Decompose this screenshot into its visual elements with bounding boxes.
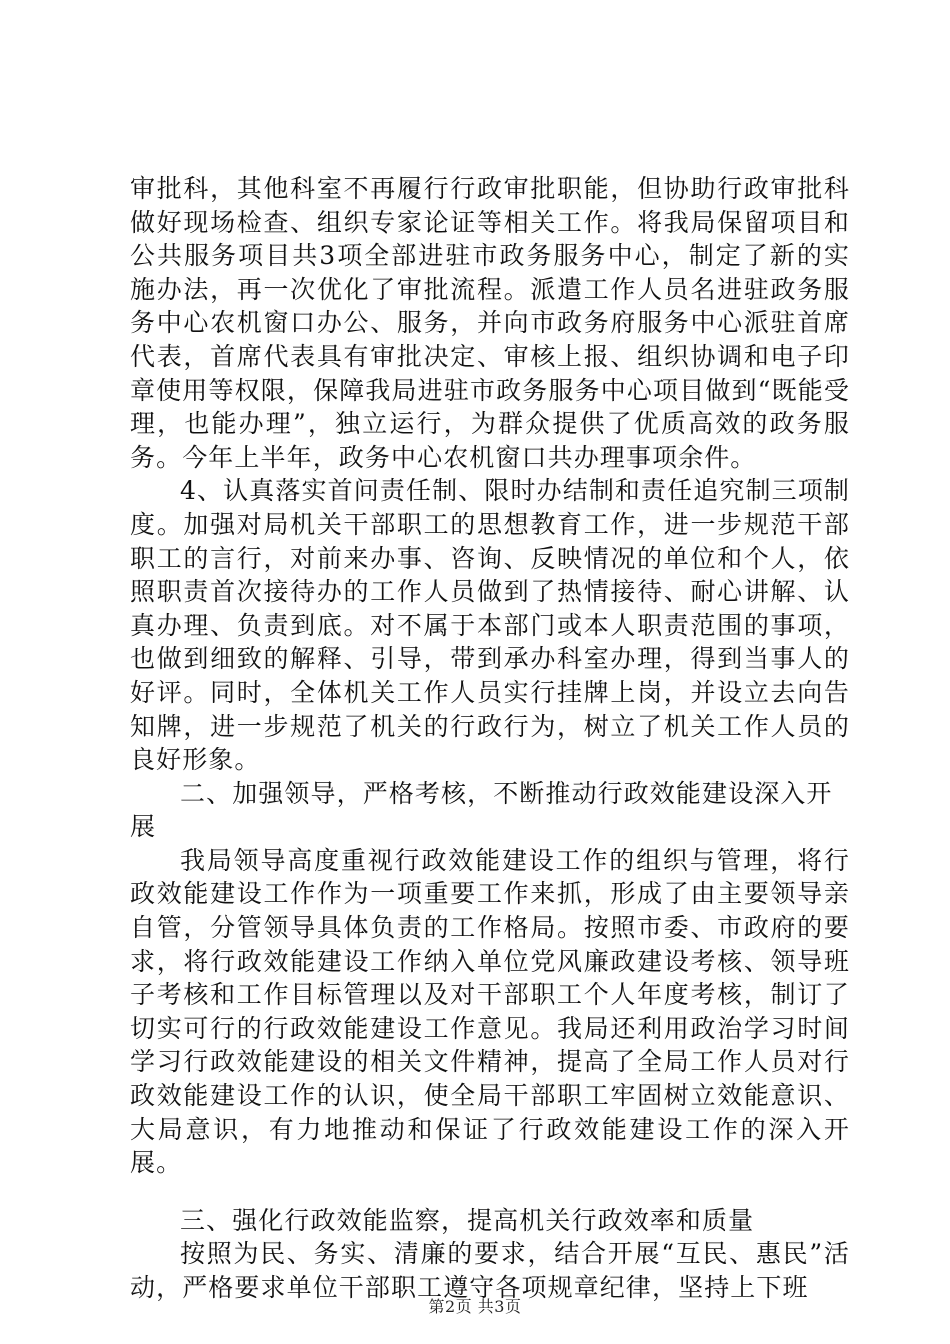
paragraph-section-2: 我局领导高度重视行政效能建设工作的组织与管理，将行政效能建设工作作为一项重要工作来抓，形成了由主要领导亲自管，分管领导具体负责的工作格局。按照市委、市政府的要求，将行政效能建设工作纳入单位党风廉政建设考核、领导班子考核和工作目标管理以及对干部职工个人年度考核，制订了切实可行的行政效能建设工作意见。我局还利用政治学习时间学习行政效能建设的相关文件精神，提高了全局工作人员对行政效能建设工作的认识，使全局干部职工牢固树立效能意识、大局意识，有力地推动和保证了行政效能建设工作的深入开展。 [130, 845, 850, 1178]
paragraph-gap [130, 1180, 850, 1204]
paragraph-continued: 审批科，其他科室不再履行行政审批职能，但协助行政审批科做好现场检查、组织专家论证等相关工作。将我局保留项目和公共服务项目共3项全部进驻市政务服务中心，制定了新的实施办法，再一次优化了审批流程。派遣工作人员名进驻政务服务中心农机窗口办公、服务，并向市政务府服务中心派驻首席代表，首席代表具有审批决定、审核上报、组织协调和电子印章使用等权限，保障我局进驻市政务服务中心项目做到“既能受理，也能办理”，独立运行，为群众提供了优质高效的政务服务。今年上半年，政务中心农机窗口共办理事项余件。 [130, 174, 850, 472]
document-body [130, 172, 850, 1305]
section-heading-2: 二、加强领导，严格考核，不断推动行政效能建设深入开展 [130, 778, 833, 842]
paragraph-item-4: 4、认真落实首问责任制、限时办结制和责任追究制三项制度。加强对局机关干部职工的思想教育工作，进一步规范干部职工的言行，对前来办事、咨询、反映情况的单位和个人，依照职责首次接待办的工作人员做到了热情接待、耐心讲解、认真办理、负责到底。对不属于本部门或本人职责范围的事项，也做到细致的解释、引导，带到承办科室办理，得到当事人的好评。同时，全体机关工作人员实行挂牌上岗，并设立去向告知牌，进一步规范了机关的行政行为，树立了机关工作人员的良好形象。 [130, 476, 850, 775]
section-heading-3: 三、强化行政效能监察，提高机关行政效率和质量 [180, 1205, 755, 1235]
paragraph-section-3: 按照为民、务实、清廉的要求，结合开展“互民、惠民”活动，严格要求单位干部职工遵守各项规章纪律，坚持上下班 [130, 1239, 850, 1302]
page-footer: 第2页 共3页 [428, 1297, 522, 1316]
